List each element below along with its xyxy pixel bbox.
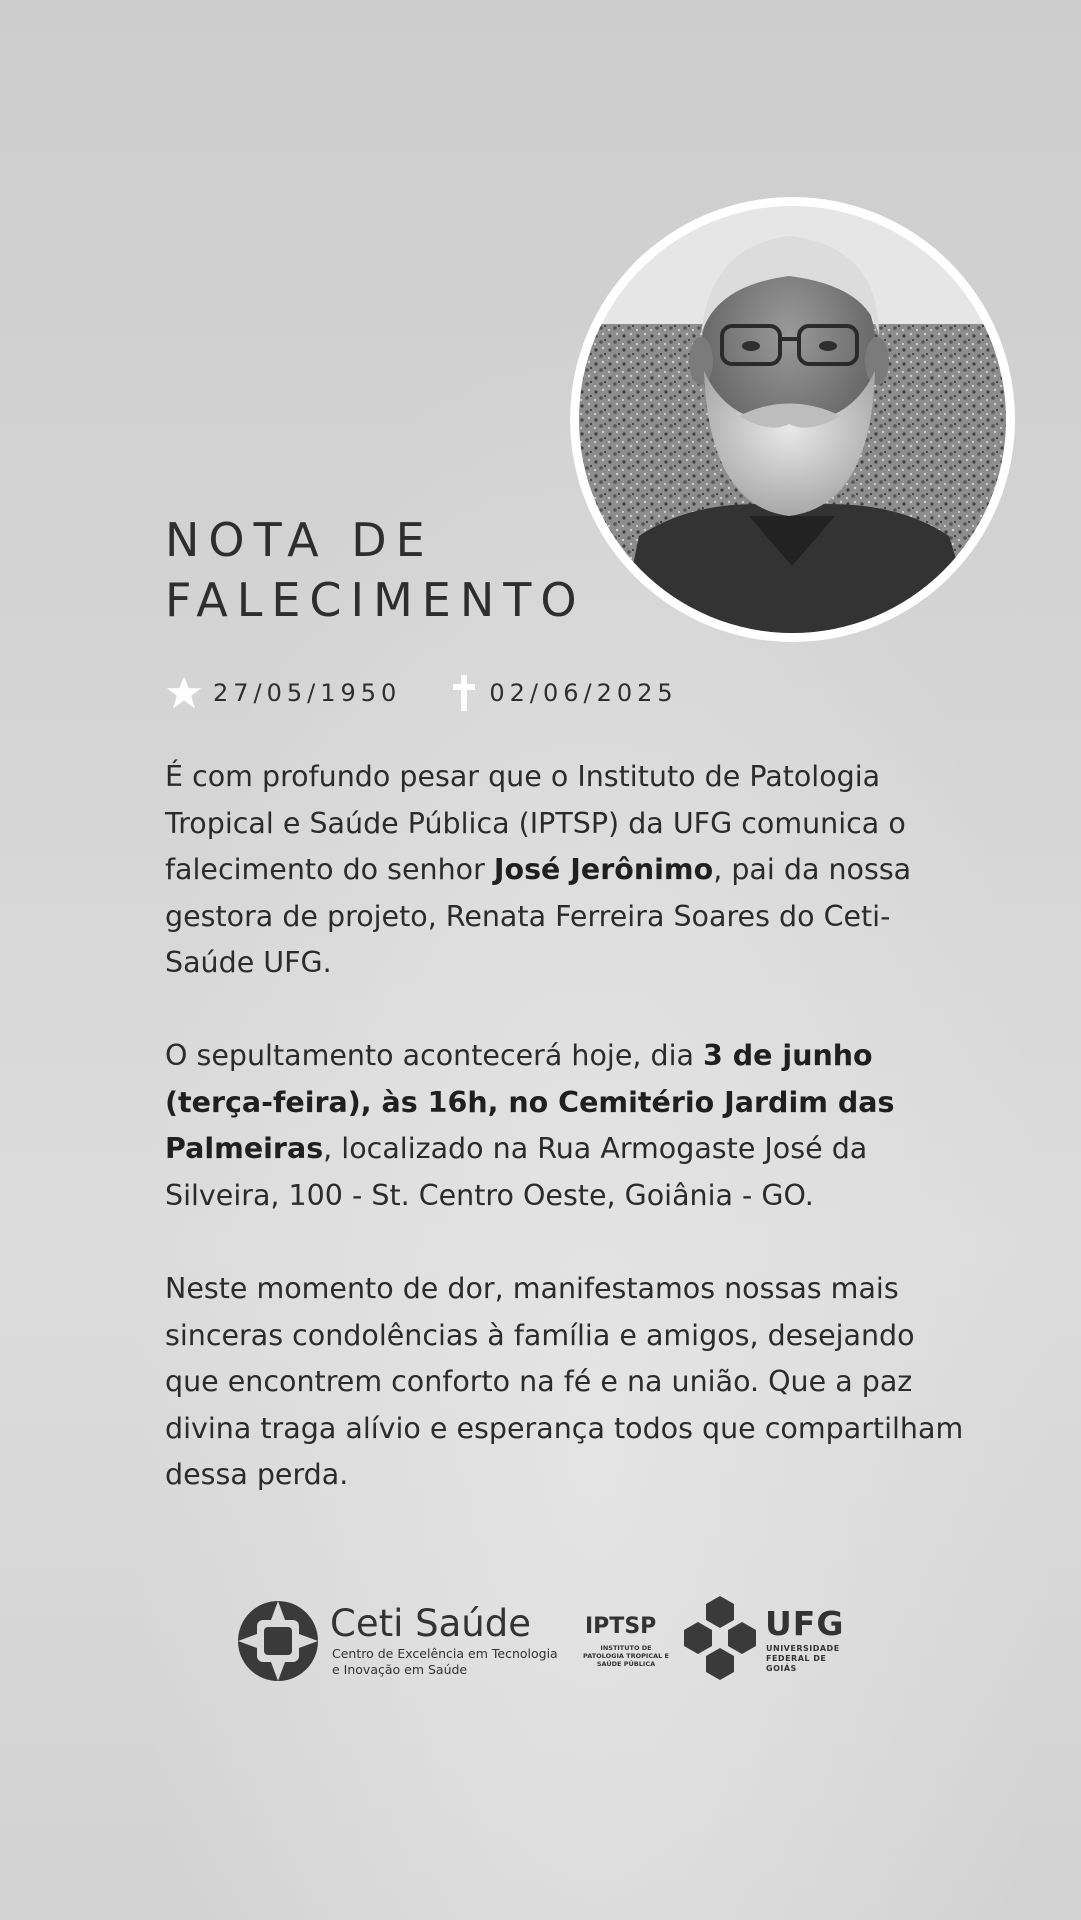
paragraph2-text-a: O sepultamento acontecerá hoje, dia	[165, 1039, 704, 1072]
title-line-1: NOTA DE	[165, 513, 434, 567]
death-date: 02/06/2025	[489, 679, 678, 707]
paragraph2-text-b: , localizado na Rua Armogaste José da Silveira, 100 - St. Centro Oeste, Goiânia - GO.	[165, 1132, 868, 1212]
title-line-2: FALECIMENTO	[165, 573, 586, 627]
ceti-saude-subtitle	[332, 1646, 558, 1678]
ufg-sub-line-1: UNIVERSIDADE	[766, 1644, 840, 1653]
iptsp-logo-subtitle	[581, 1644, 671, 1668]
announcement-paragraph	[165, 754, 965, 987]
paragraph1-text-b: , pai da nossa gestora de projeto, Renata Ferreira Soares do Ceti-Saúde UFG.	[165, 853, 912, 979]
burial-paragraph	[165, 1033, 965, 1219]
ufg-logo-icon	[678, 1594, 762, 1684]
deceased-name: José Jerônimo	[493, 853, 714, 886]
portrait-photo	[570, 197, 1015, 642]
ufg-logo-subtitle	[766, 1644, 855, 1674]
cross-icon	[449, 673, 479, 713]
iptsp-logo-name: IPTSP	[585, 1614, 657, 1639]
paragraph1-text-a: É com profundo pesar que o Instituto de Patologia Tropical e Saúde Pública (IPTSP) da UFG comunica o falecimento do senhor	[165, 760, 906, 886]
ceti-sub-line-1: Centro de Excelência em Tecnologia	[332, 1646, 558, 1661]
page-title	[165, 510, 586, 630]
ceti-sub-line-2: e Inovação em Saúde	[332, 1662, 468, 1677]
portrait-illustration	[579, 206, 1006, 633]
iptsp-sub-line-3: SAÚDE PÚBLICA	[596, 1660, 656, 1668]
dates-row	[165, 668, 678, 718]
iptsp-sub-line-1: INSTITUTO DE	[600, 1644, 652, 1652]
birth-date: 27/05/1950	[213, 679, 402, 707]
footer-logos	[235, 1590, 855, 1690]
condolences-paragraph: Neste momento de dor, manifestamos nossas mais sinceras condolências à família e amigos, desejando que encontrem conforto na fé e na união. Que a paz divina traga alívio e esperança todos que compartilham dessa perda.	[165, 1272, 964, 1491]
ceti-saude-logo-icon	[235, 1598, 321, 1684]
ufg-sub-line-2: FEDERAL DE GOIÁS	[766, 1654, 827, 1673]
ceti-saude-name: Ceti Saúde	[330, 1602, 532, 1645]
iptsp-sub-line-2: PATOLOGIA TROPICAL E	[583, 1652, 669, 1660]
ufg-logo-name: UFG	[765, 1604, 845, 1643]
star-icon	[165, 673, 203, 713]
burial-details: 3 de junho (terça-feira), às 16h, no Cemitério Jardim das Palmeiras	[165, 1039, 895, 1165]
